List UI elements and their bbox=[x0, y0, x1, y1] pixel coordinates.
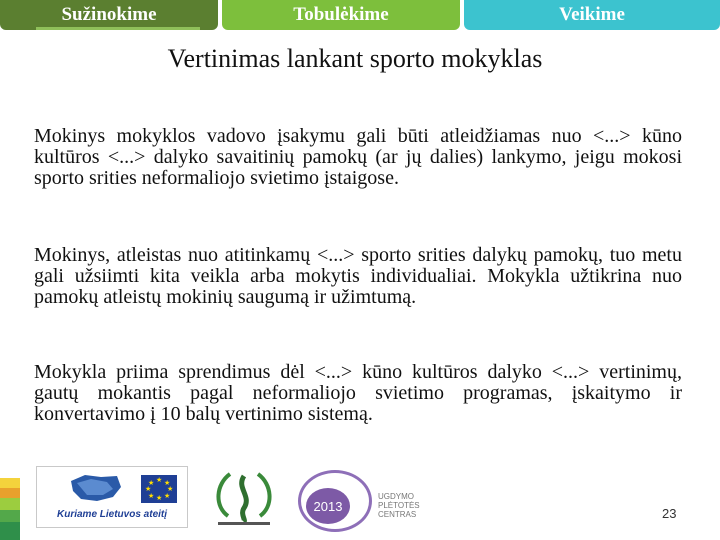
top-tabs bbox=[0, 0, 720, 30]
eu-flag-icon: ★ ★ ★ ★ ★ ★ ★ ★ bbox=[141, 475, 177, 503]
tab-tobulekime[interactable] bbox=[222, 0, 460, 30]
stripe-lightgreen bbox=[0, 498, 20, 510]
stripe-green bbox=[0, 510, 20, 522]
tab-label: Sužinokime bbox=[61, 4, 157, 25]
eu-funds-logo bbox=[36, 466, 188, 528]
udp-logo-text: UGDYMO PLĖTOTĖS CENTRAS bbox=[378, 492, 420, 519]
tab-label: Veikime bbox=[559, 4, 625, 25]
active-tab-underline bbox=[36, 27, 200, 30]
stripe-darkgreen bbox=[0, 522, 20, 540]
tab-suzinokime[interactable] bbox=[0, 0, 218, 30]
ministry-emblem-icon bbox=[208, 466, 280, 528]
decorative-stripes bbox=[0, 478, 20, 540]
stripe-orange bbox=[0, 488, 20, 498]
lithuania-map-icon bbox=[67, 473, 123, 503]
anniversary-badge: 2013 bbox=[306, 488, 350, 524]
paragraph-3: Mokykla priima sprendimus dėl <...> kūno kultūros dalyko <...> vertinimų, gautų mokantis pagal neformaliojo svietimo programas, įskaitymo ir konvertavimo į 10 balų vertinimo sistemą. bbox=[34, 361, 682, 425]
paragraph-1: Mokinys mokyklos vadovo įsakymu gali būti atleidžiamas nuo <...> kūno kultūros <...> dalyko savaitinių pamokų (ar jų dalies) lankymo, jeigu mokosi sporto srities neformaliojo svietimo įstaigose. bbox=[34, 125, 682, 189]
page-number: 23 bbox=[662, 506, 677, 521]
footer-logos bbox=[28, 466, 688, 536]
paragraph-2: Mokinys, atleistas nuo atitinkamų <...> sporto srities dalykų pamokų, tuo metu gali užsiimti kita veikla arba mokytis individualiai. Mokykla užtikrina nuo pamokų atleistų mokinių saugumą ir užimtumą. bbox=[34, 244, 682, 308]
logo-slogan: Kuriame Lietuvos ateitį bbox=[56, 509, 168, 520]
stripe-yellow bbox=[0, 478, 20, 488]
tab-veikime[interactable] bbox=[464, 0, 720, 30]
tab-label: Tobulėkime bbox=[293, 4, 389, 25]
slide-title: Vertinimas lankant sporto mokyklas bbox=[167, 44, 543, 73]
